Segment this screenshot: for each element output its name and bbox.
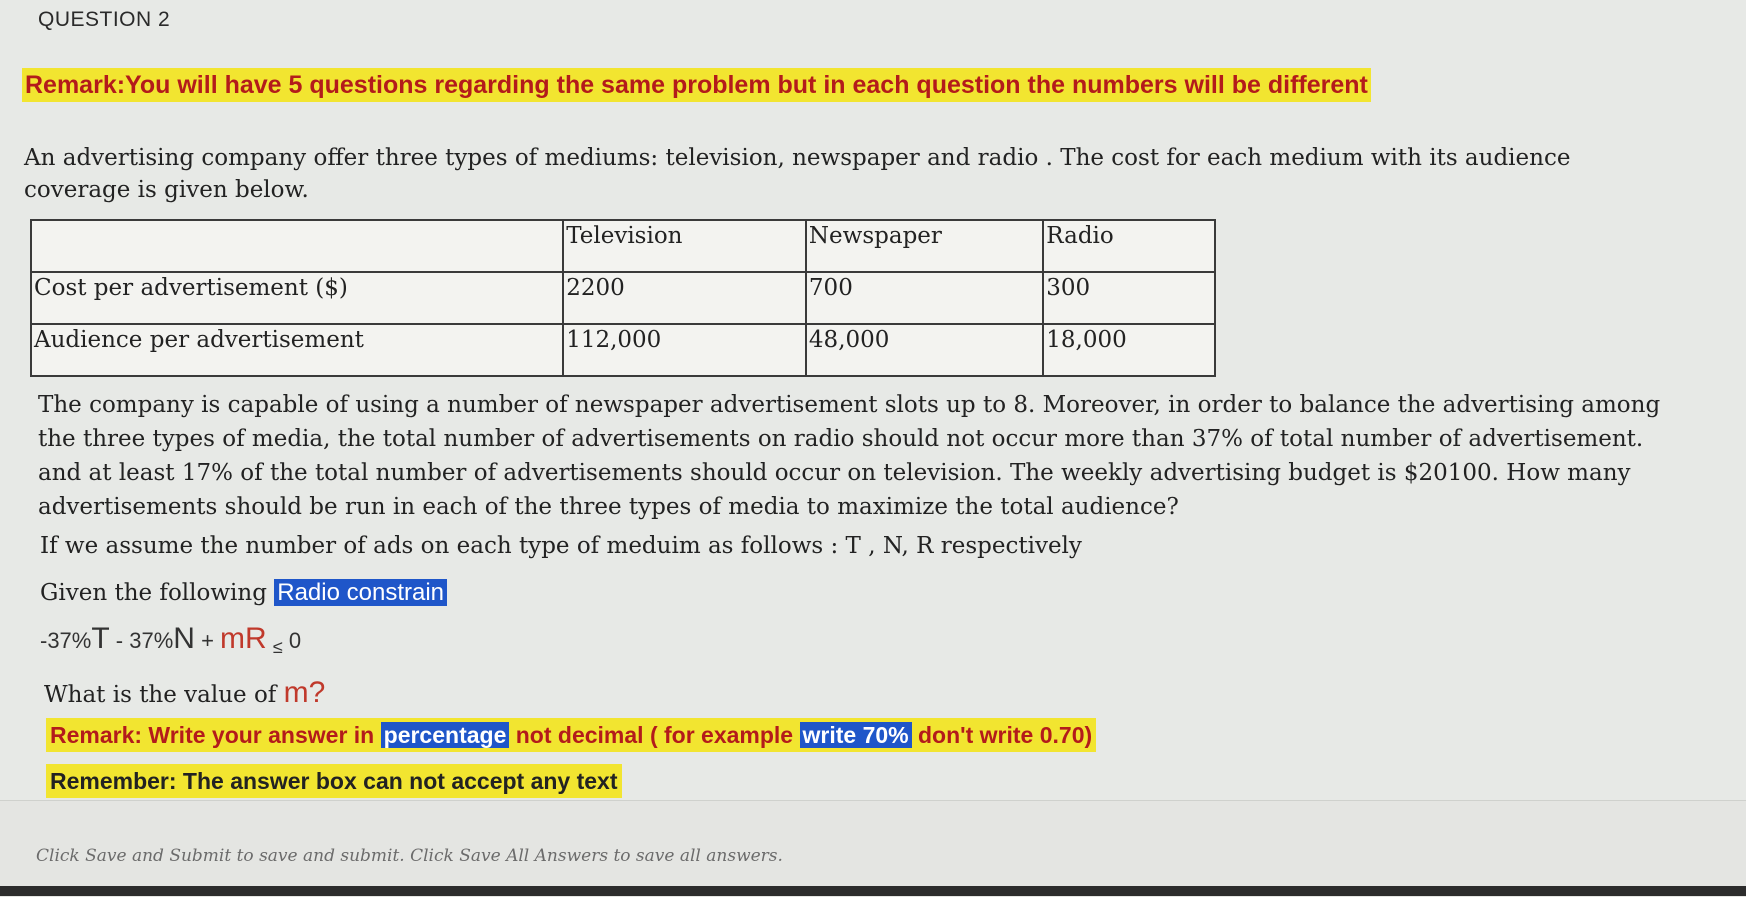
table-cell: 48,000 xyxy=(806,324,1043,376)
eq-rhs: 0 xyxy=(288,628,302,653)
question-title: QUESTION 2 xyxy=(38,8,171,31)
table-header-row xyxy=(31,220,1215,272)
eq-var-mr: mR xyxy=(220,622,267,655)
assume-text: If we assume the number of ads on each type of meduim as follows : T , N, R respectively xyxy=(40,533,1082,559)
given-line xyxy=(40,577,447,609)
table-header-cell xyxy=(31,220,563,272)
given-highlight: Radio constrain xyxy=(274,579,447,606)
bottom-edge xyxy=(0,886,1746,896)
intro-text: An advertising company offer three types of mediums: television, newspaper and radio . The cost for each medium with its audience coverage is given below. xyxy=(24,145,1571,203)
eq-var-t: T xyxy=(91,622,110,655)
remember-note: Remember: The answer box can not accept any text xyxy=(46,764,622,798)
what-var: m? xyxy=(283,676,326,709)
table-cell: 112,000 xyxy=(563,324,806,376)
eq-relation: ≤ xyxy=(272,637,283,657)
remark2-part3: don't write 0.70) xyxy=(918,722,1093,748)
cost-table xyxy=(30,219,1216,377)
answer-format-remark xyxy=(46,718,1096,752)
table-cell: Cost per advertisement ($) xyxy=(31,272,563,324)
footer-instructions: Click Save and Submit to save and submit. Click Save All Answers to save all answers. xyxy=(36,846,783,866)
table-row xyxy=(31,324,1215,376)
table-cell: 2200 xyxy=(563,272,806,324)
remark-banner: Remark:You will have 5 questions regarding the same problem but in each question the numbers will be different xyxy=(22,68,1371,102)
table-cell: Audience per advertisement xyxy=(31,324,563,376)
what-prefix: What is the value of xyxy=(44,682,277,708)
remark2-highlight-percentage: percentage xyxy=(381,722,510,748)
what-question xyxy=(44,676,325,710)
radio-constraint-equation xyxy=(40,622,301,658)
table-row xyxy=(31,272,1215,324)
table-cell: 300 xyxy=(1043,272,1215,324)
remark2-part2: not decimal ( for example xyxy=(515,722,794,748)
eq-op2: + xyxy=(194,628,221,653)
remark2-part1: Remark: Write your answer in xyxy=(50,722,375,748)
problem-text: The company is capable of using a number of newspaper advertisement slots up to 8. Moreover, in order to balance the advertising among the three types of media, the total number of advertisements on radio should not occur more than 37% of total number of advertisement. and at least 17% of the total number of advertisements should occur on television. The weekly advertising budget is $20100. How many advertisements should be run in each of the three types of media to maximize the total audience? xyxy=(38,392,1661,520)
table-header-cell: Newspaper xyxy=(806,220,1043,272)
table-cell: 18,000 xyxy=(1043,324,1215,376)
eq-var-n: N xyxy=(173,622,195,655)
eq-op1: - 37% xyxy=(109,628,174,653)
table-cell: 700 xyxy=(806,272,1043,324)
table-header-cell: Radio xyxy=(1043,220,1215,272)
remark2-highlight-example: write 70% xyxy=(800,722,912,748)
table-header-cell: Television xyxy=(563,220,806,272)
eq-coef1: -37% xyxy=(40,628,92,653)
given-prefix: Given the following xyxy=(40,580,267,606)
